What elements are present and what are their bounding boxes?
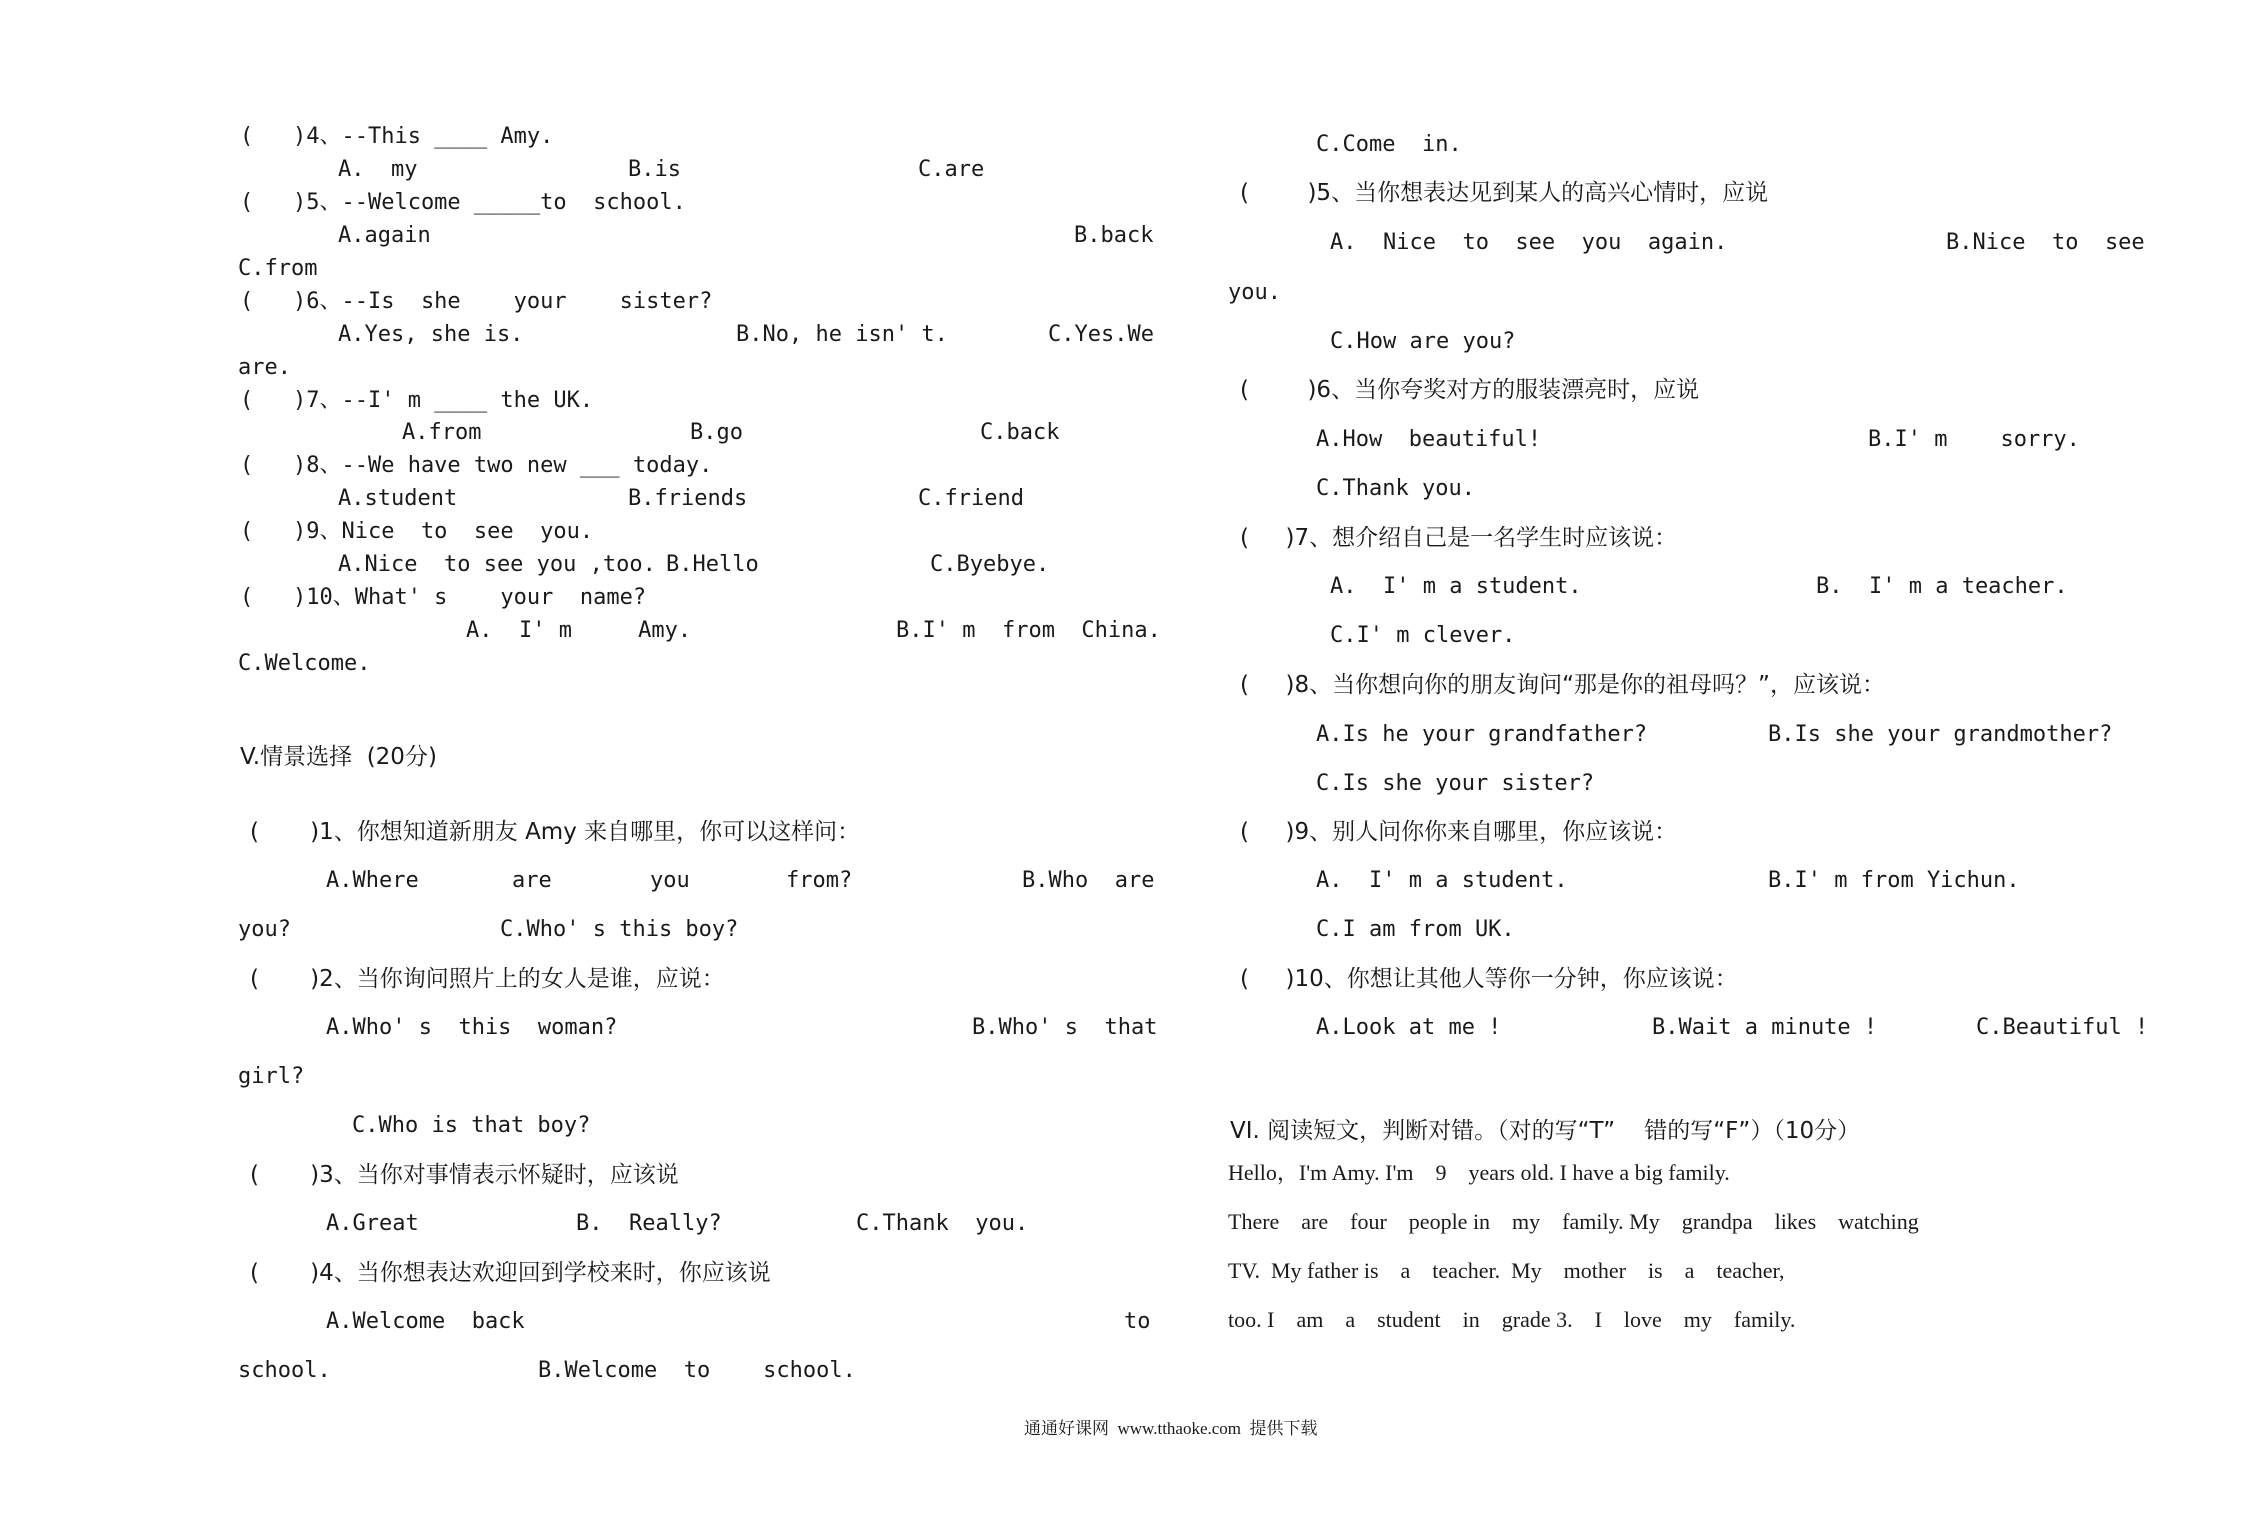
r-q5-option-b-wrap: you.: [1228, 280, 1281, 305]
q8-option-b: B.friends: [628, 486, 748, 511]
q10-option-c: C.Welcome.: [238, 651, 371, 676]
r-q9-option-c: C.I am from UK.: [1316, 917, 1515, 942]
r-question-10: ( )10、你想让其他人等你一分钟，你应该说：: [1240, 966, 1738, 992]
r-q10-option-b: B.Wait a minute !: [1652, 1015, 1878, 1040]
r-question-7: ( )7、想介绍自己是一名学生时应该说：: [1240, 525, 1678, 551]
s5q3-option-c: C.Thank you.: [856, 1211, 1029, 1236]
s5q4-option-a-wrap: school.: [238, 1358, 331, 1383]
r-q6-option-b: B.I' m sorry.: [1868, 427, 2080, 452]
question-7: ( )7、--I' m ____ the UK.: [240, 388, 594, 413]
r-question-9: ( )9、别人问你你来自哪里，你应该说：: [1240, 819, 1678, 845]
s5-question-4: ( )4、当你想表达欢迎回到学校来时，你应该说: [250, 1260, 771, 1286]
q9-option-a: A.Nice to see you ,too.: [338, 552, 656, 577]
q8-option-a: A.student: [338, 486, 458, 511]
q7-option-b: B.go: [690, 420, 743, 445]
q9-option-c: C.Byebye.: [930, 552, 1050, 577]
s5-question-2: ( )2、当你询问照片上的女人是谁，应说：: [250, 966, 725, 992]
r-q10-option-c: C.Beautiful !: [1976, 1015, 2149, 1040]
r-q7-option-c: C.I' m clever.: [1330, 623, 1516, 648]
r-q7-option-a: A. I' m a student.: [1330, 574, 1582, 599]
r-q8-option-b: B.Is she your grandmother?: [1768, 722, 2113, 747]
r-q5-option-b: B.Nice to see: [1946, 230, 2145, 255]
q7-option-c: C.back: [980, 420, 1060, 445]
question-6: ( )6、--Is she your sister?: [240, 289, 713, 314]
q5-option-a: A.again: [338, 223, 431, 248]
r-question-8: ( )8、当你想向你的朋友询问“那是你的祖母吗？”，应该说：: [1240, 672, 1885, 698]
s5q1-option-c: C.Who' s this boy?: [500, 917, 739, 942]
s5q3-option-b: B. Really?: [576, 1211, 722, 1236]
q7-option-a: A.from: [402, 420, 482, 445]
r-q5-option-c: C.How are you?: [1330, 329, 1516, 354]
s5q1-option-b: B.Who are: [1022, 868, 1155, 893]
question-8: ( )8、--We have two new ___ today.: [240, 453, 713, 478]
r-question-6: ( )6、当你夸奖对方的服装漂亮时，应说: [1240, 377, 1700, 403]
s5q4-option-a-end: to: [1124, 1309, 1151, 1334]
passage-line-4: too. I am a student in grade 3. I love my family.: [1228, 1307, 1796, 1332]
q10-option-a: A. I' m Amy.: [466, 618, 692, 643]
q4-option-a: A. my: [338, 157, 418, 182]
q6-option-c-wrap: are.: [238, 355, 291, 380]
q6-option-b: B.No, he isn' t.: [736, 322, 948, 347]
s5q4-option-b: B.Welcome to school.: [538, 1358, 856, 1383]
s5q1-option-a-word2: are: [512, 868, 552, 893]
q6-option-c: C.Yes.We: [1048, 322, 1154, 347]
s5q2-option-b-wrap: girl?: [238, 1064, 305, 1089]
section-5-title: V.情景选择 (20分): [240, 744, 437, 770]
r-q7-option-b: B. I' m a teacher.: [1816, 574, 2068, 599]
r-question-5: ( )5、当你想表达见到某人的高兴心情时，应说: [1240, 180, 1769, 206]
r-q8-option-c: C.Is she your sister?: [1316, 771, 1595, 796]
r-q6-option-a: A.How beautiful!: [1316, 427, 1542, 452]
question-10: ( )10、What' s your name?: [240, 585, 647, 610]
s5-question-3: ( )3、当你对事情表示怀疑时，应该说: [250, 1162, 679, 1188]
q9-option-b: B.Hello: [666, 552, 759, 577]
section-6-title: VI. 阅读短文，判断对错。（对的写“T” 错的写“F”）（10分）: [1230, 1118, 1861, 1144]
s5-question-1: ( )1、你想知道新朋友 Amy 来自哪里，你可以这样问：: [250, 819, 861, 845]
s5q3-option-a: A.Great: [326, 1211, 419, 1236]
passage-line-3: TV. My father is a teacher. My mother is a teacher,: [1228, 1258, 1785, 1283]
s5q4-option-a: A.Welcome back: [326, 1309, 525, 1334]
s5q2-option-c: C.Who is that boy?: [352, 1113, 591, 1138]
passage-line-2: There are four people in my family. My grandpa likes watching: [1228, 1209, 1919, 1234]
s5q2-option-a: A.Who' s this woman?: [326, 1015, 618, 1040]
question-5: ( )5、--Welcome _____to school.: [240, 190, 686, 215]
s5q1-option-a-word3: you: [650, 868, 690, 893]
s5q1-option-b-wrap: you?: [238, 917, 291, 942]
r-q10-option-a: A.Look at me !: [1316, 1015, 1502, 1040]
question-9: ( )9、Nice to see you.: [240, 519, 594, 544]
r-q6-option-c: C.Thank you.: [1316, 476, 1475, 501]
q10-option-b: B.I' m from China.: [896, 618, 1161, 643]
q5-option-b: B.back: [1074, 223, 1154, 248]
s5q2-option-b: B.Who' s that: [972, 1015, 1158, 1040]
q4-option-b: B.is: [628, 157, 681, 182]
s5q1-option-a-word1: A.Where: [326, 868, 419, 893]
r-q5-option-a: A. Nice to see you again.: [1330, 230, 1728, 255]
r-q9-option-b: B.I' m from Yichun.: [1768, 868, 2020, 893]
q5-option-c: C.from: [238, 256, 318, 281]
q8-option-c: C.friend: [918, 486, 1024, 511]
s5q1-option-a-word4: from?: [786, 868, 853, 893]
footer-credit: 通通好课网 www.tthaoke.com 提供下载: [1024, 1419, 1318, 1438]
passage-line-1: Hello，I'm Amy. I'm 9 years old. I have a big family.: [1228, 1160, 1730, 1185]
q6-option-a: A.Yes, she is.: [338, 322, 524, 347]
r-q8-option-a: A.Is he your grandfather?: [1316, 722, 1648, 747]
question-4: ( )4、--This ____ Amy.: [240, 124, 554, 149]
r-q9-option-a: A. I' m a student.: [1316, 868, 1568, 893]
q4-option-c: C.are: [918, 157, 985, 182]
r-q4-option-c: C.Come in.: [1316, 132, 1462, 157]
